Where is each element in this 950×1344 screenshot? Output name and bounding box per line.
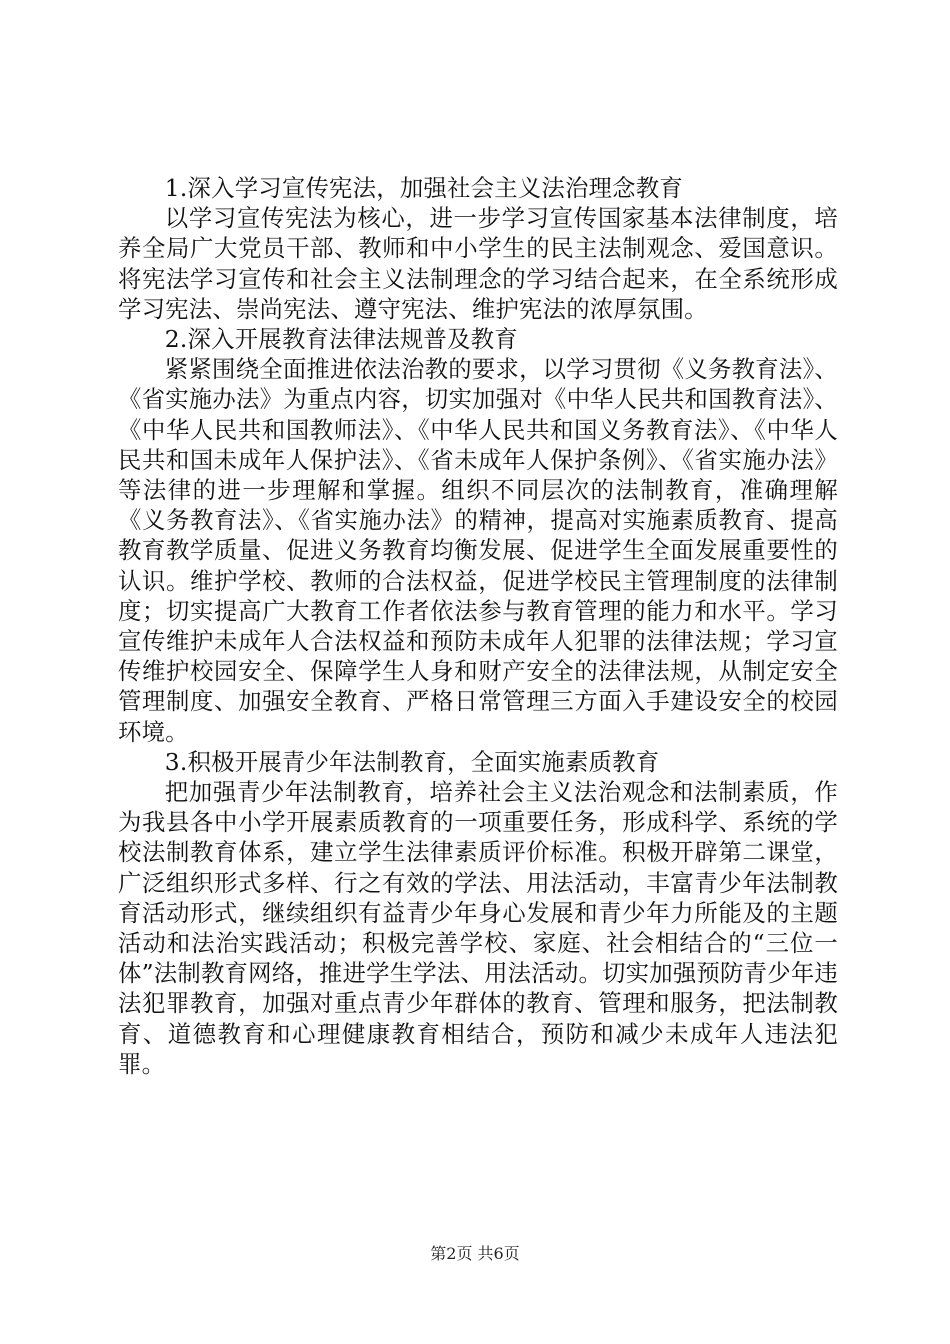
body-paragraph-2: 紧紧围绕全面推进依法治教的要求，以学习贯彻《义务教育法》、《省实施办法》为重点内容，切实加强对《中华人民共和国教育法》、《中华人民共和国教师法》、《中华人民共和国义务教育法》、《中华人民共和国未成年人保护法》、《省未成年人保护条例》、《省实施办法》等法律的进一步理解和掌握。组织不同层次的法制教育，准确理解《义务教育法》、《省实施办法》的精神，提高对实施素质教育、提高教育教学质量、促进义务教育均衡发展、促进学生全面发展重要性的认识。维护学校、教师的合法权益，促进学校民主管理制度的法律制度；切实提高广大教育工作者依法参与教育管理的能力和水平。学习宣传维护未成年人合法权益和预防未成年人犯罪的法律法规；学习宣传维护校园安全、保障学生人身和财产安全的法律法规，从制定安全管理制度、加强安全教育、严格日常管理三方面入手建设安全的校园环境。 <box>118 355 838 746</box>
section-heading-1: 1.深入学习宣传宪法，加强社会主义法治理念教育 <box>164 174 683 202</box>
body-paragraph-3: 把加强青少年法制教育，培养社会主义法治观念和法制素质，作为我县各中小学开展素质教育的一项重要任务，形成科学、系统的学校法制教育体系，建立学生法律素质评价标准。积极开辟第二课堂，广泛组织形式多样、行之有效的学法、用法活动，丰富青少年法制教育活动形式，继续组织有益青少年身心发展和青少年力所能及的主题活动和法治实践活动；积极完善学校、家庭、社会相结合的“三位一体”法制教育网络，推进学生学法、用法活动。切实加强预防青少年违法犯罪教育，加强对重点青少年群体的教育、管理和服务，把法制教育、道德教育和心理健康教育相结合，预防和减少未成年人违法犯罪。 <box>118 778 838 1078</box>
page-number-footer: 第2页 共6页 <box>430 1244 520 1263</box>
section-heading-3: 3.积极开展青少年法制教育，全面实施素质教育 <box>164 747 660 776</box>
body-paragraph-1: 以学习宣传宪法为核心，进一步学习宣传国家基本法律制度，培养全局广大党员干部、教师和中小学生的民主法制观念、爱国意识。将宪法学习宣传和社会主义法制理念的学习结合起来，在全系统形成学习宪法、崇尚宪法、遵守宪法、维护宪法的浓厚氛围。 <box>118 204 838 323</box>
document-body <box>118 173 838 1079</box>
section-heading-2: 2.深入开展教育法律法规普及教育 <box>164 325 518 354</box>
